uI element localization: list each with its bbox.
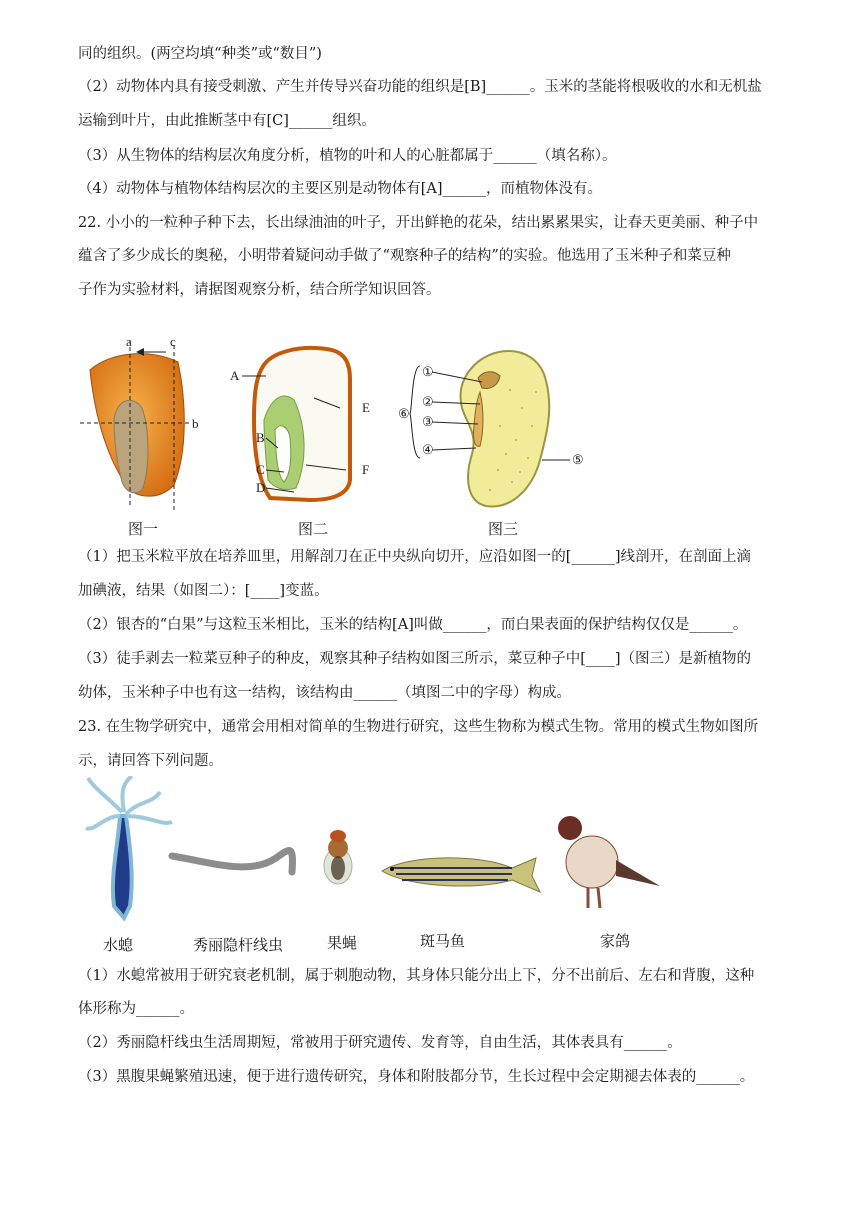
fig3-label-4: ④ [422, 442, 434, 457]
zebrafish-image [382, 858, 540, 892]
fig3-label-5: ⑤ [572, 452, 584, 467]
caption-fig1: 图一 [128, 520, 159, 538]
fig2-label-A: A [230, 368, 240, 383]
text-line: （1）把玉米粒平放在培养皿里，用解剖刀在正中央纵向切开，应沿如图一的[______]线剖开，在剖面上滴 [78, 549, 752, 565]
fig2-label-B: B [256, 430, 265, 445]
fig3-label-1: ① [422, 364, 434, 379]
fig2-label-E: E [362, 400, 370, 415]
fig2-label-D: D [256, 480, 266, 495]
text-line: 示，请回答下列问题。 [78, 753, 223, 769]
fig2-label-C: C [256, 462, 265, 477]
text-line: （2）银杏的“白果”与这粒玉米相比，玉米的结构[A]叫做______，而白果表面的保护结构仅仅是______。 [78, 617, 748, 633]
caption-hydra: 水螅 [103, 936, 134, 954]
corn-kernel-figure [80, 334, 199, 510]
fruit-fly-image [324, 830, 352, 884]
caption-pigeon: 家鸽 [600, 932, 631, 950]
text-line: 23. 在生物学研究中，通常会用相对简单的生物进行研究，这些生物称为模式生物。常用的模式生物如图所 [78, 719, 759, 735]
text-line: 幼体，玉米种子中也有这一结构，该结构由______（填图二中的字母）构成。 [78, 685, 571, 701]
fig2-label-F: F [362, 462, 370, 477]
text-line: （1）水螅常被用于研究衰老机制，属于刺胞动物，其身体只能分出上下，分不出前后、左右和背腹，这种 [78, 968, 755, 984]
text-line: （2）动物体内具有接受刺激、产生并传导兴奋功能的组织是[B]______。玉米的茎能将根吸收的水和无机盐 [78, 79, 762, 95]
text-line: 同的组织。(两空均填“种类”或“数目”) [78, 46, 322, 62]
pigeon-image [558, 816, 660, 908]
bean-seed-figure [398, 351, 584, 507]
caption-zebrafish: 斑马鱼 [420, 932, 466, 950]
caption-fig3: 图三 [488, 520, 519, 538]
text-line: （3）从生物体的结构层次角度分析，植物的叶和人的心脏都属于______（填名称）。 [78, 148, 617, 164]
text-line: 22. 小小的一粒种子种下去，长出绿油油的叶子，开出鲜艳的花朵，结出累累果实，让春天更美丽、种子中 [78, 215, 759, 231]
fig3-label-3: ③ [422, 414, 434, 429]
model-organisms-figure [80, 776, 680, 931]
text-line: （4）动物体与植物体结构层次的主要区别是动物体有[A]______，而植物体没有。 [78, 181, 603, 197]
fig1-label-a: a [126, 334, 132, 349]
caption-fig2: 图二 [298, 520, 329, 538]
hydra-image [86, 776, 172, 918]
fig1-label-b: b [192, 416, 199, 431]
caption-nematode: 秀丽隐杆线虫 [193, 936, 284, 954]
seed-figures [70, 330, 630, 540]
nematode-image [172, 850, 292, 872]
fig3-label-2: ② [422, 394, 434, 409]
text-line: 蕴含了多少成长的奥秘，小明带着疑问动手做了“观察种子的结构”的实验。他选用了玉米种子和菜豆种 [78, 248, 731, 264]
text-line: （2）秀丽隐杆线虫生活周期短，常被用于研究遗传、发育等，自由生活，其体表具有______。 [78, 1035, 682, 1051]
fig3-label-6: ⑥ [398, 406, 410, 421]
corn-section-figure [230, 348, 370, 500]
text-line: （3）徒手剥去一粒菜豆种子的种皮，观察其种子结构如图三所示，菜豆种子中[____]（图三）是新植物的 [78, 651, 752, 667]
fig1-label-c: c [170, 334, 176, 349]
caption-fruit-fly: 果蝇 [327, 934, 358, 952]
text-line: （3）黑腹果蝇繁殖迅速，便于进行遗传研究，身体和附肢都分节，生长过程中会定期褪去体表的______。 [78, 1069, 755, 1085]
text-line: 体形称为______。 [78, 1001, 194, 1017]
text-line: 子作为实验材料，请据图观察分析，结合所学知识回答。 [78, 282, 441, 298]
text-line: 加碘液，结果（如图二）：[____]变蓝。 [78, 583, 329, 599]
text-line: 运输到叶片，由此推断茎中有[C]______组织。 [78, 113, 376, 129]
